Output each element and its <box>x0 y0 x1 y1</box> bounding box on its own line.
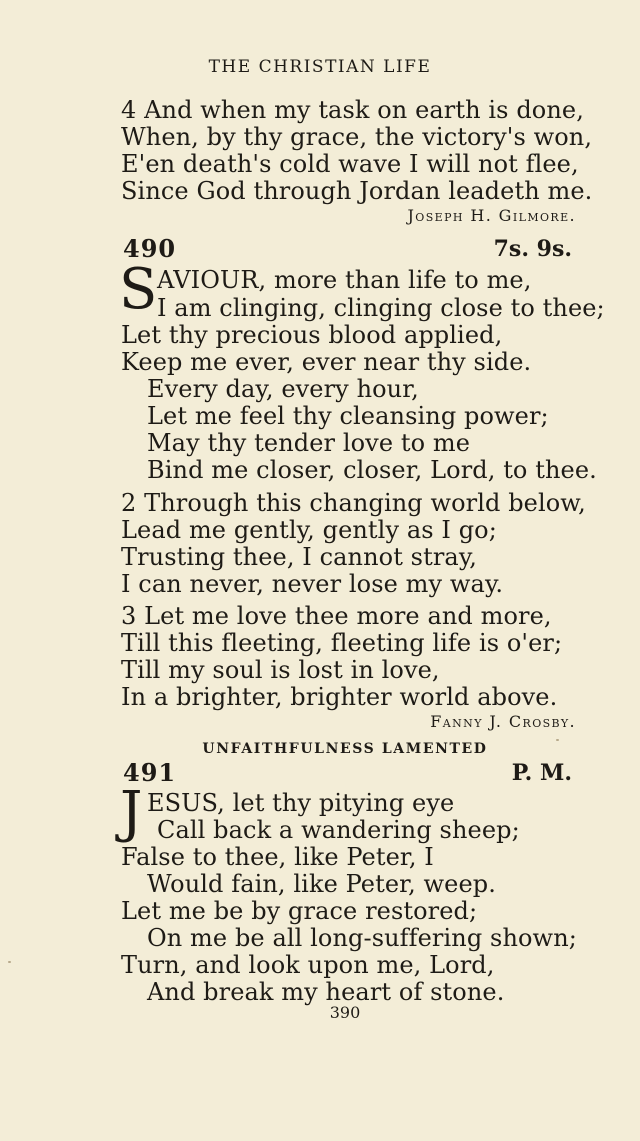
verse-line: Keep me ever, ever near thy side. <box>121 348 532 376</box>
verse-first-line: AVIOUR, more than life to me, <box>157 266 532 294</box>
drop-cap: J <box>120 780 143 845</box>
refrain-line: May thy tender love to me <box>147 429 471 457</box>
hymn-number: 490 <box>123 234 177 263</box>
verse-line: I am clinging, clinging close to thee; <box>157 294 605 322</box>
refrain-line: Bind me closer, closer, Lord, to thee. <box>147 456 597 484</box>
refrain-line: Let me feel thy cleansing power; <box>147 402 549 430</box>
verse-line: On me be all long-suffering shown; <box>147 924 577 952</box>
running-head: THE CHRISTIAN LIFE <box>208 57 432 77</box>
paper-speck <box>556 739 559 741</box>
verse-line: Lead me gently, gently as I go; <box>121 516 497 544</box>
hymn-meter: P. M. <box>511 760 572 786</box>
verse-line: 4 And when my task on earth is done, <box>121 96 584 124</box>
verse-line: In a brighter, brighter world above. <box>121 683 558 711</box>
verse-line: I can never, never lose my way. <box>121 570 504 598</box>
verse-line: E'en death's cold wave I will not flee, <box>121 150 579 178</box>
verse-line: When, by thy grace, the victory's won, <box>121 123 593 151</box>
verse-line: 2 Through this changing world below, <box>121 489 586 517</box>
verse-first-line: ESUS, let thy pitying eye <box>147 789 455 817</box>
refrain-line: Every day, every hour, <box>147 375 419 403</box>
hymn-number: 491 <box>123 758 177 787</box>
section-title: UNFAITHFULNESS LAMENTED <box>202 741 488 757</box>
verse-line: Till my soul is lost in love, <box>121 656 440 684</box>
verse-line: Let me be by grace restored; <box>121 897 478 925</box>
verse-line: And break my heart of stone. <box>147 978 505 1006</box>
hymn-meter: 7s. 9s. <box>493 236 572 262</box>
page-number: 390 <box>329 1003 361 1022</box>
verse-line: 3 Let me love thee more and more, <box>121 602 552 630</box>
verse-line: Let thy precious blood applied, <box>121 321 503 349</box>
author-attribution: Joseph H. Gilmore. <box>407 206 576 225</box>
verse-line: Call back a wandering sheep; <box>157 816 520 844</box>
author-attribution: Fanny J. Crosby. <box>430 712 576 731</box>
verse-line: Trusting thee, I cannot stray, <box>121 543 478 571</box>
verse-line: False to thee, like Peter, I <box>121 843 434 871</box>
drop-cap: S <box>119 257 158 322</box>
verse-line: Since God through Jordan leadeth me. <box>121 177 593 205</box>
paper-speck <box>8 961 11 963</box>
verse-line: Would fain, like Peter, weep. <box>147 870 496 898</box>
verse-line: Till this fleeting, fleeting life is o'er; <box>121 629 563 657</box>
verse-line: Turn, and look upon me, Lord, <box>121 951 495 979</box>
